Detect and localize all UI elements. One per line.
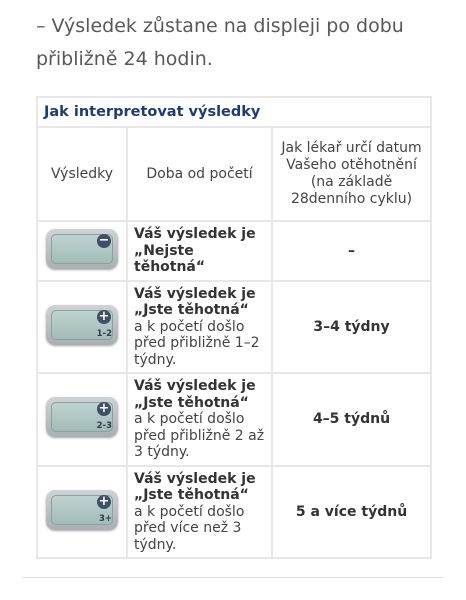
conception-text: a k početí došlo před přibližně 1–2 týdny. [134,318,260,368]
duration-value: 3–4 týdny [272,281,431,374]
header-doctor-dating: Jak lékař určí datum Vašeho otěhotnění (na základě 28denního cyklu) [272,127,431,221]
header-results: Výsledky [37,127,127,221]
plus-sign-icon: + [98,308,110,324]
results-table [36,96,432,559]
table-title: Jak interpretovat výsledky [37,97,431,127]
conception-text: a k početí došlo před více než 3 týdny. [134,503,245,553]
test-display-positive-icon [46,305,118,345]
result-text: Váš výsledek je „Jste těhotná“ [134,285,256,318]
weeks-indicator: 1-2 [96,328,112,339]
result-text: Váš výsledek je „Nejste těhotná“ [134,226,256,275]
weeks-indicator: 3+ [98,513,112,524]
test-display-positive-icon [46,490,118,530]
table-row [37,221,431,281]
result-text: Váš výsledek je „Jste těhotná“ [134,378,256,411]
test-display-negative-icon [46,229,118,269]
minus-sign-icon: − [98,232,110,248]
test-display-positive-icon [46,397,118,437]
duration-value: – [272,221,431,281]
plus-sign-icon: + [98,401,110,417]
duration-value: 5 a více týdnů [272,466,431,559]
table-row [37,466,431,559]
table-row [37,373,431,466]
table-row [37,281,431,374]
table-header-row [37,127,431,221]
plus-sign-icon: + [98,493,110,509]
result-text: Váš výsledek je „Jste těhotná“ [134,470,256,503]
divider [22,577,444,578]
duration-value: 4–5 týdnů [272,373,431,466]
intro-text: – Výsledek zůstane na displeji po dobu přibližně 24 hodin. [36,15,404,70]
header-time-since-conception: Doba od početí [127,127,272,221]
conception-text: a k početí došlo před přibližně 2 až 3 týdny. [134,411,265,460]
weeks-indicator: 2-3 [96,421,112,432]
